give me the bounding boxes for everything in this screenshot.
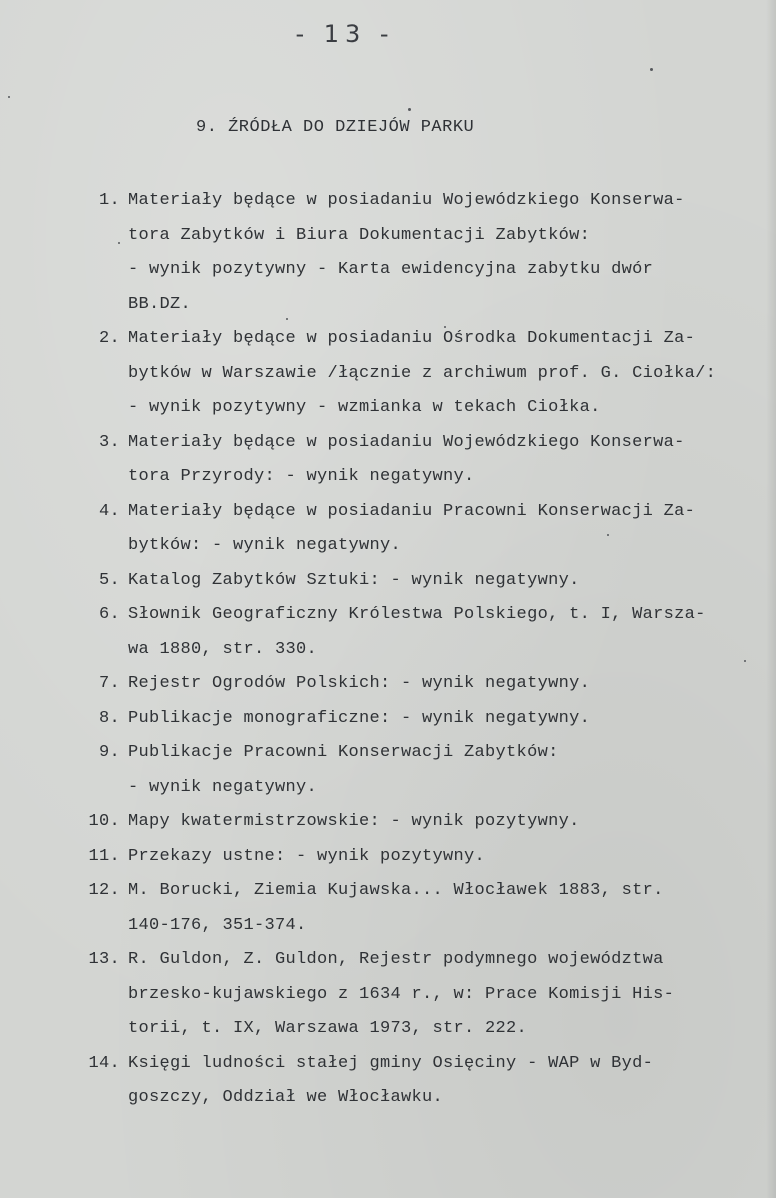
source-item-line: bytków: - wynik negatywny. xyxy=(128,536,402,555)
source-item-number: 14. xyxy=(88,1053,120,1073)
source-item-line: wa 1880, str. 330. xyxy=(128,639,318,659)
source-item-number: 3. xyxy=(98,432,120,452)
source-item-line: tora Zabytków i Biura Dokumentacji Zabytków: xyxy=(128,225,591,245)
source-item-number: 9. xyxy=(98,743,120,762)
source-item-line: bytków w Warszawie /łącznie z archiwum prof. G. Ciołka/: xyxy=(128,363,717,383)
source-item-line: Rejestr Ogrodów Polskich: - wynik negatywny. xyxy=(128,674,591,693)
paper-speck xyxy=(444,326,446,328)
source-item-line: - wynik negatywny. xyxy=(128,777,318,797)
paper-speck xyxy=(8,96,10,98)
source-item-line: Materiały będące w posiadaniu Wojewódzkiego Konserwa- xyxy=(128,432,685,452)
paper-speck xyxy=(650,68,653,71)
source-item-line: tora Przyrody: - wynik negatywny. xyxy=(128,467,475,486)
source-item-line: Publikacje monograficzne: - wynik negatywny. xyxy=(128,708,591,728)
source-item-number: 13. xyxy=(88,950,120,969)
page-number: - 13 - xyxy=(295,20,395,48)
page-edge-shadow xyxy=(766,0,776,1198)
source-item-number: 7. xyxy=(98,674,120,693)
source-item-number: 11. xyxy=(88,846,120,866)
source-item-line: BB.DZ. xyxy=(128,294,192,314)
paper-speck xyxy=(118,242,120,244)
source-item-line: Katalog Zabytków Sztuki: - wynik negatywny. xyxy=(128,570,580,590)
source-item-line: Przekazy ustne: - wynik pozytywny. xyxy=(128,846,486,866)
source-item-number: 12. xyxy=(88,881,120,900)
source-item-line: Księgi ludności stałej gminy Osięciny - WAP w Byd- xyxy=(128,1053,654,1073)
paper-speck xyxy=(286,318,288,320)
section-heading: 9. ŹRÓDŁA DO DZIEJÓW PARKU xyxy=(196,118,475,137)
source-item-line: 140-176, 351-374. xyxy=(128,915,307,935)
paper-speck xyxy=(408,108,411,111)
source-item-line: Materiały będące w posiadaniu Wojewódzkiego Konserwa- xyxy=(128,191,685,210)
source-item-number: 2. xyxy=(98,329,120,348)
source-item-number: 6. xyxy=(98,605,120,624)
source-item-line: goszczy, Oddział we Włocławku. xyxy=(128,1088,444,1107)
source-item-line: Materiały będące w posiadaniu Pracowni Konserwacji Za- xyxy=(128,501,696,521)
paper-speck xyxy=(744,660,746,662)
source-item-number: 5. xyxy=(98,570,120,590)
source-item-line: Mapy kwatermistrzowskie: - wynik pozytywny. xyxy=(128,812,580,831)
source-item-line: brzesko-kujawskiego z 1634 r., w: Prace Komisji His- xyxy=(128,984,675,1004)
source-item-line: R. Guldon, Z. Guldon, Rejestr podymnego województwa xyxy=(128,950,664,969)
source-item-line: - wynik pozytywny - Karta ewidencyjna zabytku dwór xyxy=(128,260,654,279)
source-item-line: torii, t. IX, Warszawa 1973, str. 222. xyxy=(128,1019,528,1038)
source-item-line: Publikacje Pracowni Konserwacji Zabytków: xyxy=(128,743,559,762)
paper-speck xyxy=(607,534,609,536)
source-item-line: Materiały będące w posiadaniu Ośrodka Dokumentacji Za- xyxy=(128,329,696,348)
source-item-number: 1. xyxy=(98,191,120,210)
source-item-line: Słownik Geograficzny Królestwa Polskiego, t. I, Warsza- xyxy=(128,605,706,624)
source-item-number: 10. xyxy=(88,812,120,831)
source-item-line: M. Borucki, Ziemia Kujawska... Włocławek 1883, str. xyxy=(128,881,664,900)
source-item-line: - wynik pozytywny - wzmianka w tekach Ciołka. xyxy=(128,398,601,417)
source-item-number: 4. xyxy=(98,501,120,521)
source-item-number: 8. xyxy=(98,708,120,728)
